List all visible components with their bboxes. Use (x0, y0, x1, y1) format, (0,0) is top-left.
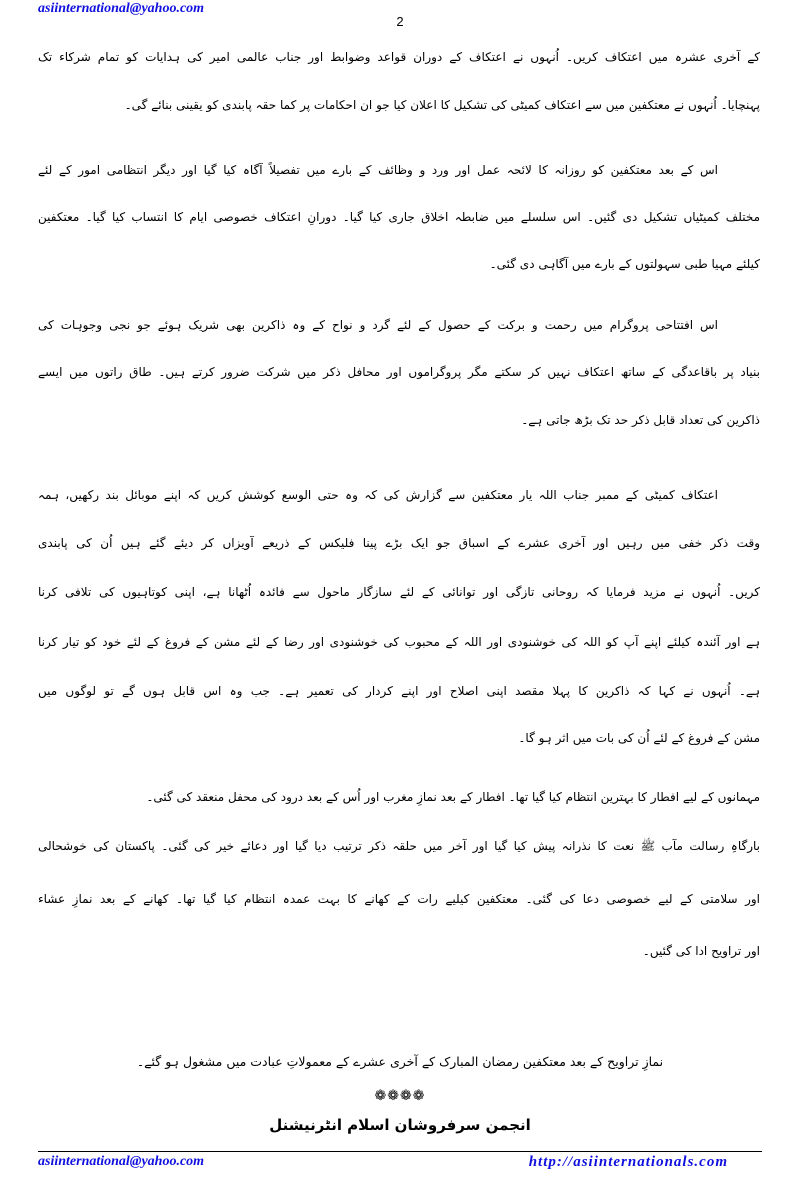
text-line: مشن کے فروغ کے لئے اُن کی بات میں اثر ہو گا۔ (518, 731, 760, 745)
decorative-separator-icon: ❁❁❁❁ (374, 1088, 426, 1104)
text-line: ہے۔ اُنہوں نے کہا کہ ذاکرین کا پہلا مقصد اپنی اصلاح اور اپنے کردار کی تعمیر ہے۔ جب وہ اس قابل ہوں گے تو لوگوں میں (38, 684, 760, 698)
page-number: 2 (396, 14, 404, 29)
text-line: کریں۔ اُنہوں نے مزید فرمایا کہ روحانی تازگی اور توانائی کے لئے سازگار ماحول سے فائدہ اُٹھانا ہے، اپنی کوتاہیوں کی تلافی کرنا (38, 585, 760, 599)
header-email-link[interactable]: asiinternational@yahoo.com (38, 1, 205, 16)
text-line: اس کے بعد معتکفین کو روزانہ کا لائحہ عمل اور ورد و وظائف کے بارے میں تفصیلاً آگاہ کیا گیا اور دیگر انتظامی امور کے لئے (38, 163, 718, 177)
text-line: وقت ذکر خفی میں رہیں اور آخری عشرے کے اسباق جو ایک بڑے پینا فلیکس کے ذریعے آویزاں کر دیئے گئے ہیں اُن کی پابندی (38, 536, 760, 550)
text-line: ذاکرین کی تعداد قابل ذکر حد تک بڑھ جاتی ہے۔ (521, 413, 760, 427)
text-line: مختلف کمیٹیاں تشکیل دی گئیں۔ اس سلسلے میں ضابطہ اخلاق جاری کیا گیا۔ دورانِ اعتکاف خصوصی ایام کا انتساب کیا گیا۔ معتکفین (38, 210, 760, 224)
closing-line: نمازِ تراویح کے بعد معتکفین رمضان المبارک کے آخری عشرے کے معمولاتِ عبادت میں مشغول ہو گئے۔ (136, 1054, 664, 1069)
text-line: پہنچایا۔ اُنہوں نے معتکفین میں سے اعتکاف کمیٹی کی تشکیل کا اعلان کیا جو ان احکامات پر کما حقہ پابندی کو یقینی بنائے گی۔ (124, 98, 760, 112)
organization-name: انجمن سرفروشان اسلام انٹرنیشنل (269, 1116, 531, 1134)
footer-website-link[interactable]: http://asiinternationals.com (528, 1154, 728, 1170)
text-line: بارگاہِ رسالت مآب ﷺ نعت کا نذرانہ پیش کیا گیا اور آخر میں حلقہ ذکر ترتیب دیا گیا اور دعائے خیر کی گئی۔ پاکستان کی خوشحالی (38, 839, 760, 853)
text-line: اس افتتاحی پروگرام میں رحمت و برکت کے حصول کے لئے گرد و نواح کے وہ ذاکرین بھی شریک ہوئے جو نجی وجوہات کی (38, 318, 718, 332)
text-line: اور سلامتی کے لیے خصوصی دعا کی گئی۔ معتکفین کیلیے رات کے کھانے کا بہت عمدہ انتظام کیا گیا تھا۔ کھانے کے بعد نمازِ عشاء (38, 892, 760, 906)
text-line: کے آخری عشرہ میں اعتکاف کریں۔ اُنہوں نے اعتکاف کے دوران قواعد وضوابط اور جناب عالمی امیر کی ہدایات کو تمام شرکاء تک (38, 50, 760, 64)
text-line: ہے اور آئندہ کیلئے اپنے آپ کو اللہ کی خوشنودی اور اللہ کے محبوب کی خوشنودی اور رضا کے لئے مشن کے فروغ کے لئے خود کو تیار کرنا (38, 635, 761, 649)
text-line: اعتکاف کمیٹی کے ممبر جناب اللہ یار معتکفین سے گزارش کی کہ وہ حتی الوسع کوشش کریں کہ اپنے موبائل بند رکھیں، ہمہ (38, 488, 718, 502)
text-line: اور تراویح ادا کی گئیں۔ (642, 944, 760, 958)
text-line: مہمانوں کے لیے افطار کا بہترین انتظام کیا گیا تھا۔ افطار کے بعد نمازِ مغرب اور اُس کے بعد درود کی محفل منعقد کی گئی۔ (146, 790, 760, 804)
text-line: بنیاد پر باقاعدگی کے ساتھ اعتکاف نہیں کر سکتے مگر پروگراموں اور محافل ذکر میں شرکت ضرور کرتے ہیں۔ طاق راتوں میں ایسے (38, 365, 760, 379)
footer-email-link[interactable]: asiinternational@yahoo.com (38, 1154, 205, 1169)
footer-divider (38, 1151, 762, 1152)
text-line: کیلئے مہیا طبی سہولتوں کے بارے میں آگاہی دی گئی۔ (489, 257, 760, 271)
